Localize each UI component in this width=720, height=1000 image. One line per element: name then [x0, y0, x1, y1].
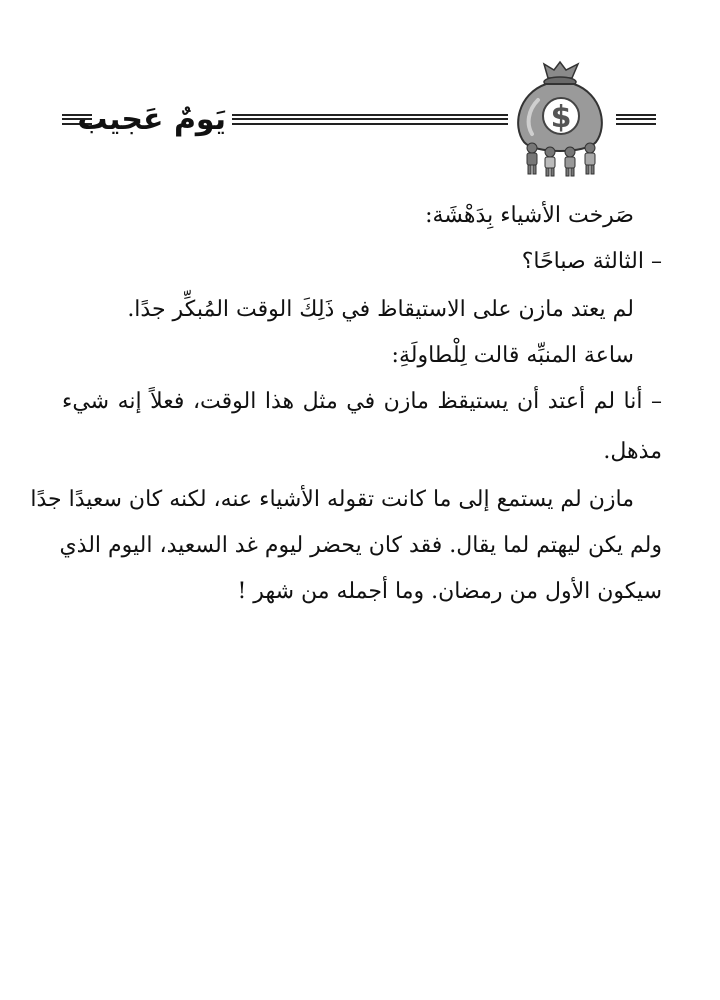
story-text	[30, 196, 662, 616]
chapter-title: يَومٌ عَجيب	[77, 102, 226, 137]
dollar-sign: $	[550, 100, 572, 135]
story-line: صَرخت الأشياء بِدَهْشَة:	[425, 203, 634, 228]
money-bag-with-children-icon	[508, 60, 614, 180]
header-rule-middle	[232, 114, 508, 125]
story-line: ولم يكن ليهتم لما يقال. فقد كان يحضر ليوم غد السعيد، اليوم الذي	[59, 533, 662, 558]
story-line: لم يعتد مازن على الاستيقاظ في ذَلِكَ الوقت المُبكِّر جدًا.	[127, 297, 634, 322]
story-line: مازن لم يستمع إلى ما كانت تقوله الأشياء عنه، لكنه كان سعيدًا جدًا	[30, 487, 634, 512]
story-line: ساعة المنبِّه قالت لِلْطاولَةِ:	[391, 343, 634, 368]
story-line: سيكون الأول من رمضان. وما أجمله من شهر !	[237, 579, 662, 604]
chapter-header	[0, 60, 720, 180]
story-line: مذهل.	[603, 439, 662, 464]
story-line: – الثالثة صباحًا؟	[521, 249, 662, 274]
header-rule-right	[616, 114, 656, 125]
story-line: – أنا لم أعتد أن يستيقظ مازن في مثل هذا الوقت، فعلاً إنه شيء	[62, 389, 662, 414]
